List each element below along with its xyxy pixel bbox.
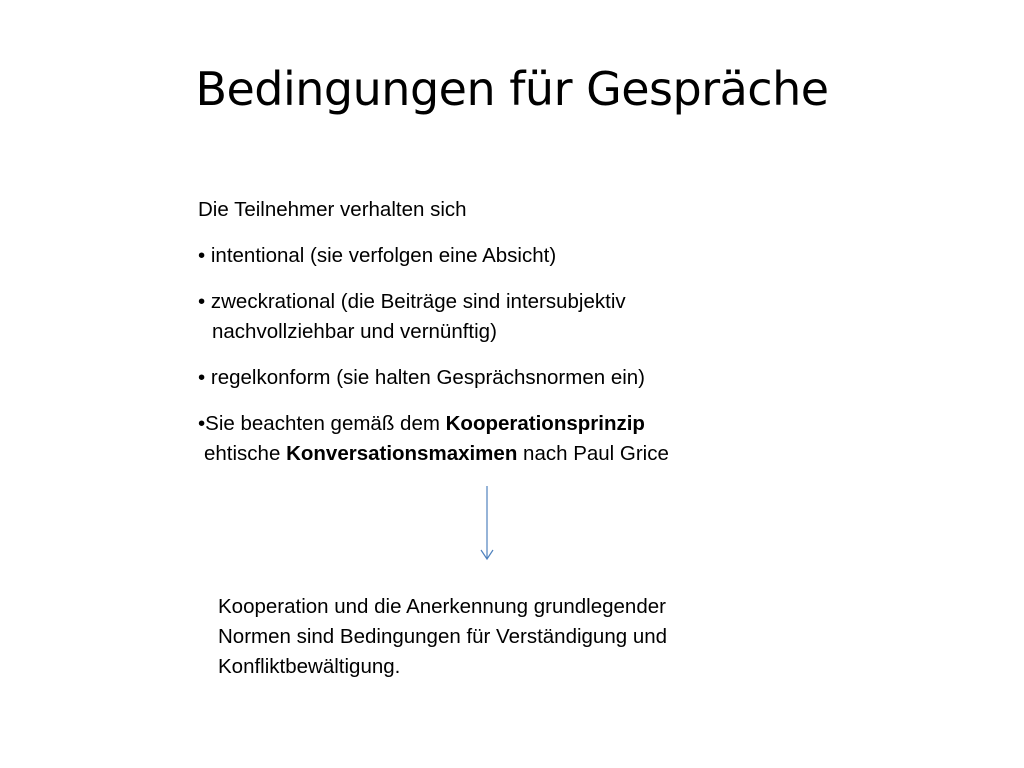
conclusion-line1: Kooperation und die Anerkennung grundlegender xyxy=(218,595,666,618)
bullet-kooperationsprinzip-line2 xyxy=(198,439,838,469)
bullet-zweckrational-line1: • zweckrational (die Beiträge sind intersubjektiv xyxy=(198,290,626,313)
conclusion-line2: Normen sind Bedingungen für Verständigung und xyxy=(218,625,668,648)
intro-text: Die Teilnehmer verhalten sich xyxy=(198,198,467,221)
bullet-intentional-text: • intentional (sie verfolgen eine Absicht) xyxy=(198,244,557,267)
kooperationsprinzip-term: Kooperationsprinzip xyxy=(445,412,645,435)
bullet-zweckrational-line2: nachvollziehbar und vernünftig) xyxy=(212,320,497,343)
bullet-zweckrational xyxy=(198,287,838,347)
bullet-intentional xyxy=(198,241,838,271)
conclusion-line3: Konfliktbewältigung. xyxy=(218,655,401,678)
bullet-regelkonform xyxy=(198,363,838,393)
bullet-maximen-pre: ehtische xyxy=(204,442,287,465)
bullet-regelkonform-text: • regelkonform (sie halten Gesprächsnormen ein) xyxy=(198,366,645,389)
bullet-kooperationsprinzip xyxy=(198,409,838,469)
konversationsmaximen-term: Konversationsmaximen xyxy=(286,442,518,465)
down-arrow-icon xyxy=(479,486,495,562)
content-text-block xyxy=(198,195,838,485)
conclusion-text xyxy=(218,592,818,682)
bullet-kooperationsprinzip-line1 xyxy=(198,412,645,435)
slide-title: Bedingungen für Gespräche xyxy=(195,62,829,116)
bullet-maximen-post: nach Paul Grice xyxy=(517,442,669,465)
bullet-kooperationsprinzip-pre: •Sie beachten gemäß dem xyxy=(198,412,446,435)
